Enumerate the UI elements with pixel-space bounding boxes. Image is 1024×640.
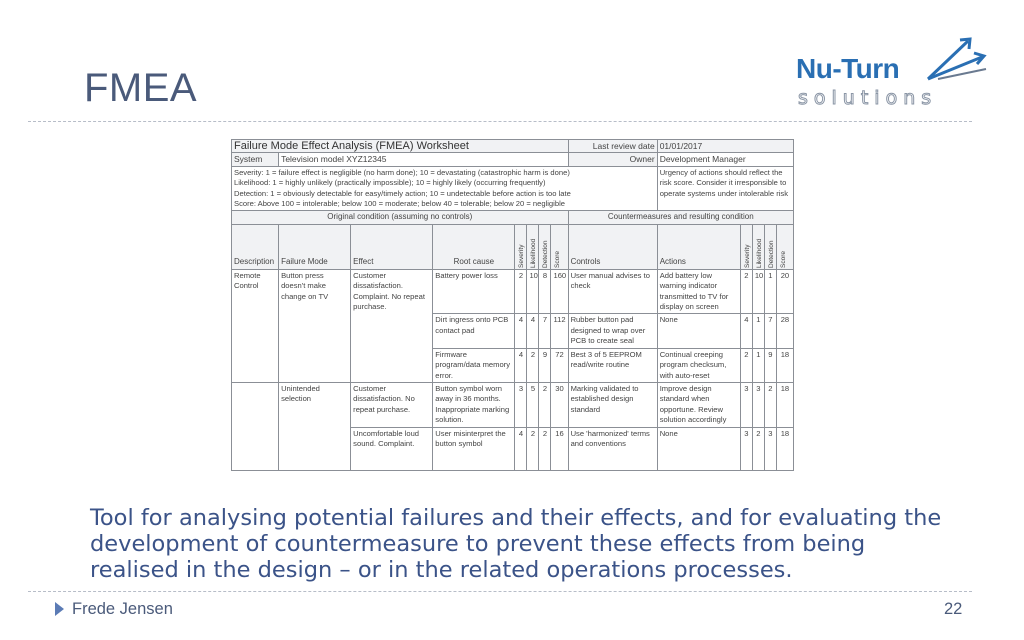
row-severity: 4 bbox=[515, 314, 527, 348]
row-detection-after: 3 bbox=[764, 427, 776, 470]
row-severity: 3 bbox=[515, 382, 527, 427]
row-score: 112 bbox=[551, 314, 568, 348]
row-controls: Use 'harmonized' terms and conventions bbox=[568, 427, 657, 470]
owner-value: Development Manager bbox=[657, 153, 793, 166]
row-controls: Marking validated to established design standard bbox=[568, 382, 657, 427]
row-likelihood: 2 bbox=[527, 348, 539, 382]
col-description: Description bbox=[232, 224, 279, 269]
row-score-after: 18 bbox=[776, 382, 793, 427]
row-controls: Best 3 of 5 EEPROM read/write routine bbox=[568, 348, 657, 382]
row-actions: None bbox=[657, 314, 740, 348]
row-score: 72 bbox=[551, 348, 568, 382]
col-severity-after: Severity bbox=[743, 244, 751, 268]
row-detection: 9 bbox=[539, 348, 551, 382]
col-score-after: Score bbox=[779, 250, 787, 268]
fmea-worksheet bbox=[231, 139, 794, 494]
row-score: 16 bbox=[551, 427, 568, 470]
worksheet-title: Failure Mode Effect Analysis (FMEA) Worksheet bbox=[232, 140, 569, 153]
owner-label: Owner bbox=[568, 153, 657, 166]
page-number: 22 bbox=[944, 600, 963, 618]
row-likelihood-after: 3 bbox=[752, 382, 764, 427]
row-score-after: 20 bbox=[776, 269, 793, 314]
urgency-note: Urgency of actions should reflect the risk score. Consider it irresponsible to operate systems under intolerable risk bbox=[657, 166, 793, 211]
row-failure-mode: Unintended selection bbox=[279, 382, 351, 470]
system-label: System bbox=[232, 153, 279, 166]
rating-legend: Severity: 1 = failure effect is negligible (no harm done); 10 = devastating (catastrophic harm is done) Likelihood: 1 = highly unlikely (practically impossible); 10 = highly likely (occurring frequently) Detection: 1 = obviously detectable for easy/timely action; 10 = undetectable before action is too late Score: Above 100 = intolerable; below 100 = moderate; below 40 = tolerable; below 20 = negligible bbox=[232, 166, 658, 211]
row-root-cause: Button symbol worn away in 36 months. Inappropriate marking solution. bbox=[433, 382, 515, 427]
torn-edge bbox=[231, 478, 794, 494]
row-score: 30 bbox=[551, 382, 568, 427]
arrows-icon bbox=[924, 35, 990, 83]
row-actions: Add battery low warning indicator transmitted to TV for display on screen bbox=[657, 269, 740, 314]
col-detection-after: Detection bbox=[767, 240, 775, 268]
row-severity-after: 3 bbox=[740, 427, 752, 470]
row-severity-after: 2 bbox=[740, 348, 752, 382]
row-likelihood-after: 2 bbox=[752, 427, 764, 470]
logo-sub-text: solutions bbox=[798, 87, 938, 109]
row-effect: Customer dissatisfaction. Complaint. No repeat purchase. bbox=[351, 269, 433, 382]
row-likelihood: 2 bbox=[527, 427, 539, 470]
row-root-cause: Dirt ingress onto PCB contact pad bbox=[433, 314, 515, 348]
row-severity-after: 2 bbox=[740, 269, 752, 314]
row-actions: Continual creeping program checksum, with auto-reset bbox=[657, 348, 740, 382]
original-condition-header: Original condition (assuming no controls) bbox=[232, 211, 569, 224]
col-score: Score bbox=[554, 250, 562, 268]
row-detection-after: 9 bbox=[764, 348, 776, 382]
row-likelihood: 4 bbox=[527, 314, 539, 348]
row-detection: 2 bbox=[539, 382, 551, 427]
row-score-after: 18 bbox=[776, 348, 793, 382]
col-actions: Actions bbox=[657, 224, 740, 269]
row-likelihood-after: 10 bbox=[752, 269, 764, 314]
col-likelihood: Likelihood bbox=[530, 238, 538, 268]
row-score-after: 28 bbox=[776, 314, 793, 348]
footer-arrow-icon bbox=[55, 602, 64, 616]
col-failure-mode: Failure Mode bbox=[279, 224, 351, 269]
row-severity-after: 4 bbox=[740, 314, 752, 348]
table-row bbox=[232, 269, 794, 314]
row-severity-after: 3 bbox=[740, 382, 752, 427]
row-controls: Rubber button pad designed to wrap over PCB to create seal bbox=[568, 314, 657, 348]
slide-body-text: Tool for analysing potential failures and their effects, and for evaluating the development of countermeasure to prevent these effects from being realised in the design – or in the related operations processes. bbox=[90, 505, 942, 583]
row-failure-mode: Button press doesn't make change on TV bbox=[279, 269, 351, 382]
row-root-cause: Firmware program/data memory error. bbox=[433, 348, 515, 382]
row-actions: Improve design standard when opportune. Review solution accordingly bbox=[657, 382, 740, 427]
top-divider bbox=[28, 121, 972, 122]
row-controls: User manual advises to check bbox=[568, 269, 657, 314]
countermeasures-header: Countermeasures and resulting condition bbox=[568, 211, 793, 224]
col-likelihood-after: Likelihood bbox=[755, 238, 763, 268]
row-effect: Uncomfortable loud sound. Complaint. bbox=[351, 427, 433, 470]
row-severity: 4 bbox=[515, 348, 527, 382]
col-controls: Controls bbox=[568, 224, 657, 269]
row-likelihood-after: 1 bbox=[752, 314, 764, 348]
slide-title: FMEA bbox=[84, 66, 198, 110]
bottom-divider bbox=[28, 591, 972, 592]
row-root-cause: User misinterpret the button symbol bbox=[433, 427, 515, 470]
row-actions: None bbox=[657, 427, 740, 470]
row-description bbox=[232, 382, 279, 470]
row-detection: 7 bbox=[539, 314, 551, 348]
col-detection: Detection bbox=[542, 240, 550, 268]
system-value: Television model XYZ12345 bbox=[279, 153, 569, 166]
table-row bbox=[232, 382, 794, 427]
row-score: 160 bbox=[551, 269, 568, 314]
row-detection-after: 1 bbox=[764, 269, 776, 314]
row-effect: Customer dissatisfaction. No repeat purchase. bbox=[351, 382, 433, 427]
row-detection: 2 bbox=[539, 427, 551, 470]
logo-main-text: Nu-Turn bbox=[796, 53, 900, 84]
row-root-cause: Battery power loss bbox=[433, 269, 515, 314]
row-score-after: 18 bbox=[776, 427, 793, 470]
col-severity: Severity bbox=[518, 244, 526, 268]
last-review-value: 01/01/2017 bbox=[657, 140, 793, 153]
row-severity: 2 bbox=[515, 269, 527, 314]
row-severity: 4 bbox=[515, 427, 527, 470]
row-detection-after: 2 bbox=[764, 382, 776, 427]
row-detection-after: 7 bbox=[764, 314, 776, 348]
col-effect: Effect bbox=[351, 224, 433, 269]
footer-author: Frede Jensen bbox=[72, 600, 173, 618]
row-likelihood: 10 bbox=[527, 269, 539, 314]
row-description: Remote Control bbox=[232, 269, 279, 382]
row-detection: 8 bbox=[539, 269, 551, 314]
last-review-label: Last review date bbox=[568, 140, 657, 153]
col-root-cause: Root cause bbox=[433, 224, 515, 269]
row-likelihood: 5 bbox=[527, 382, 539, 427]
company-logo bbox=[796, 35, 996, 110]
row-likelihood-after: 1 bbox=[752, 348, 764, 382]
